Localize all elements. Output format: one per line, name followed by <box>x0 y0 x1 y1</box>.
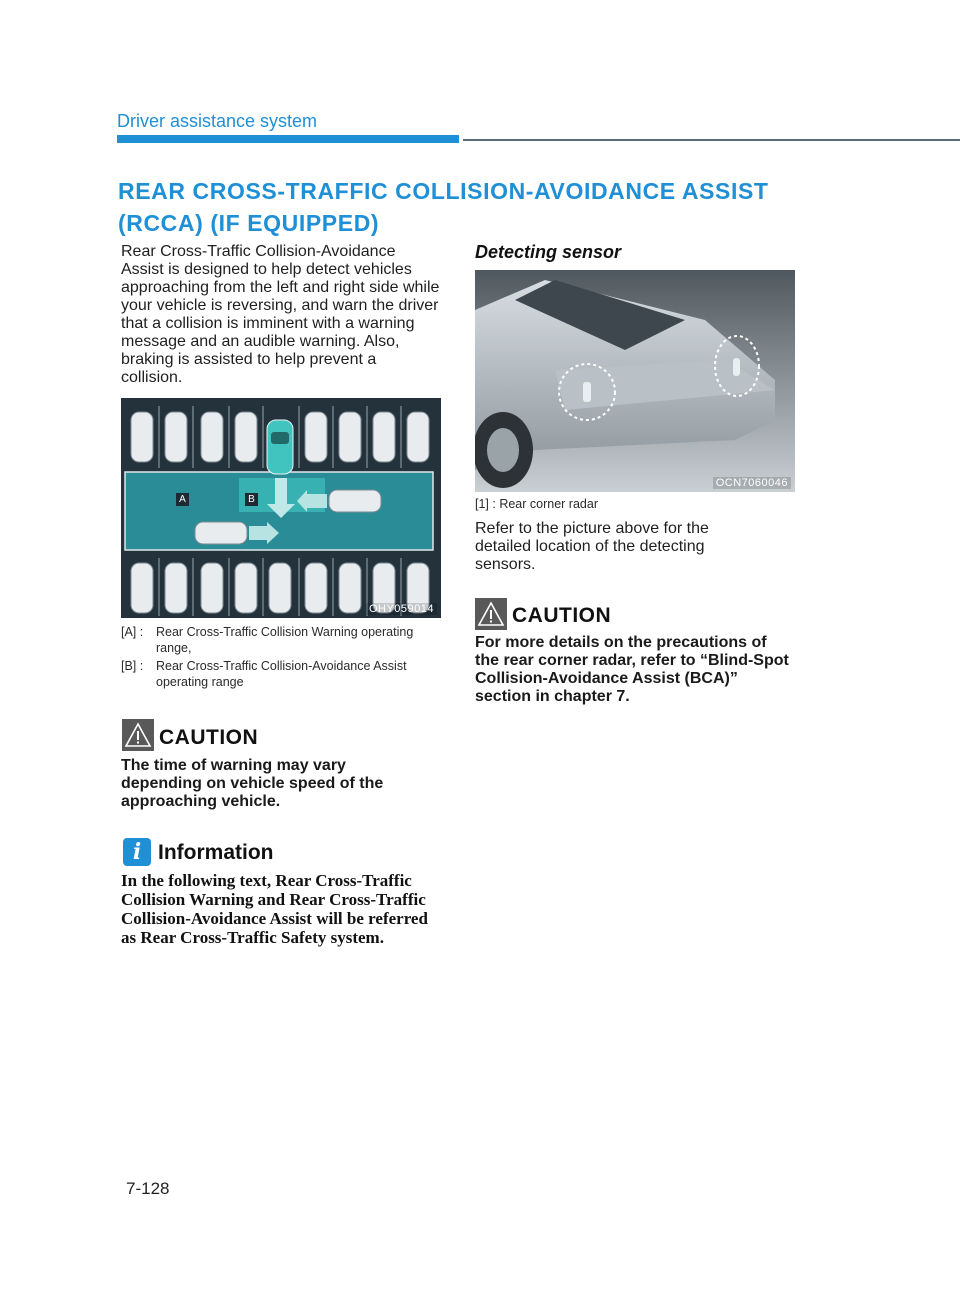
detecting-sensor-text: Refer to the picture above for the detailed location of the detecting sensors. <box>475 520 709 573</box>
zone-a-label: A <box>176 493 189 506</box>
information-title: Information <box>158 841 274 864</box>
radar-caption-key: [1] : <box>475 497 496 511</box>
caution-icon <box>122 719 154 751</box>
chapter-title: Driver assistance system <box>117 111 318 131</box>
figure-captions <box>121 624 441 690</box>
figure-code: OHY059014 <box>366 603 437 615</box>
figure-code: OCN7060046 <box>713 477 791 489</box>
radar-caption-text: Rear corner radar <box>499 497 598 511</box>
caption-a-key: [A] : <box>121 625 144 639</box>
caption-a-text: Rear Cross-Traffic Collision Warning operating range, <box>156 625 414 655</box>
page-number: 7-128 <box>126 1179 170 1198</box>
info-icon: i <box>123 838 151 866</box>
caution-icon <box>475 598 507 630</box>
zone-b-label: B <box>245 493 258 506</box>
caution-title: CAUTION <box>159 726 259 749</box>
caution-text: The time of warning may vary depending on vehicle speed of the approaching vehicle. <box>121 757 384 810</box>
caution-text: For more details on the precautions of the rear corner radar, refer to “Blind-Spot Collision-Avoidance Assist (BCA)” section in chapter 7. <box>475 634 789 705</box>
intro-paragraph: Rear Cross-Traffic Collision-Avoidance Assist is designed to help detect vehicles approaching from the left and right side while your vehicle is reversing, and warn the driver that a collision is imminent with a warning message and an audible warning. Also, braking is assisted to help prevent a collision. <box>121 243 440 386</box>
header-rule <box>463 139 960 141</box>
information-text: In the following text, Rear Cross-Traffic Collision Warning and Rear Cross-Traffic Collision-Avoidance Assist will be referred as Rear Cross-Traffic Safety system. <box>121 871 428 947</box>
caution-title: CAUTION <box>512 604 612 627</box>
caption-b-key: [B] : <box>121 659 144 673</box>
header-accent-bar <box>117 135 459 143</box>
detecting-sensor-heading: Detecting sensor <box>475 242 622 262</box>
parking-lot-illustration <box>121 398 441 618</box>
caption-a <box>121 624 441 656</box>
rear-car-illustration <box>475 270 795 492</box>
radar-caption <box>475 496 795 512</box>
rcca-range-figure <box>121 398 441 618</box>
caption-b-text: Rear Cross-Traffic Collision-Avoidance Assist operating range <box>156 659 407 689</box>
section-title: REAR CROSS-TRAFFIC COLLISION-AVOIDANCE ASSIST (RCCA) (IF EQUIPPED) <box>118 178 769 236</box>
rear-corner-radar-figure <box>475 270 795 492</box>
caption-b <box>121 658 441 690</box>
